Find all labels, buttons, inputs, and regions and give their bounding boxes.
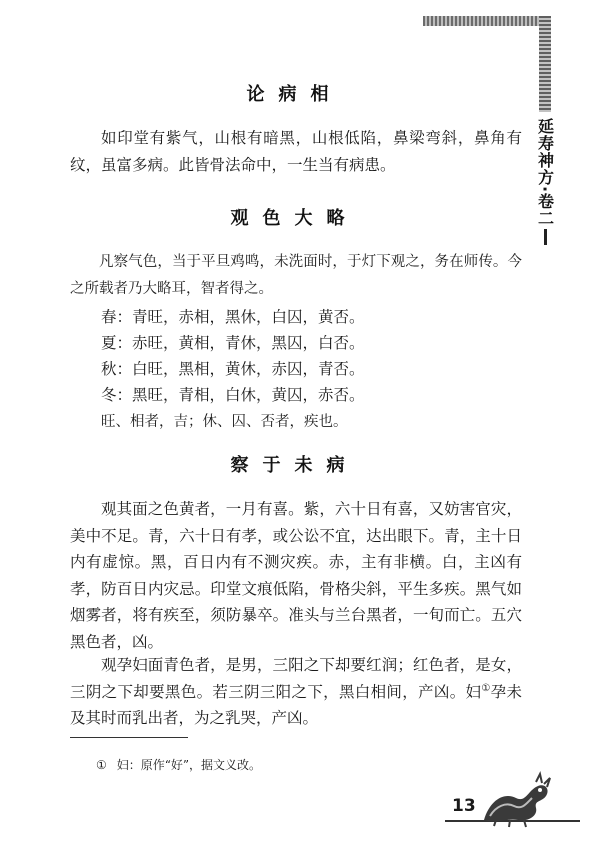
season-note: 旺、相者，吉；休、囚、否者，疾也。 [101,414,348,430]
footnote [96,756,261,773]
chapter-side-tab-mark [544,229,547,245]
chapter-side-tab-label: 延寿神方·卷二 [535,118,555,228]
decorative-top-border [423,16,551,26]
section3-paragraph1: 观其面之色黄者，一月有喜。紫，六十日有喜，又妨害官灾，美中不足。青，六十日有孝，或公讼不宜，达出眼下。青，主十日内有虚惊。黑，百日内有不测灾疾。赤，主有非横。白，主凶有孝，防百日内灾忌。印堂文痕低陷，骨格尖斜，平生多疾。黑气如烟雾者，将有疾至，须防暴卒。准头与兰台黑者，一旬而亡。五穴黑色者，凶。 [70,500,522,651]
page-number: 13 [452,796,476,816]
section-heading-disease-signs: 论病相 [246,84,343,105]
season-line-summer: 夏：赤旺，黄相，青休，黑囚，白否。 [101,334,365,352]
section2-intro: 凡察气色，当于平旦鸡鸣，未洗面时，于灯下观之，务在师传。今之所载者乃大略耳，智者得之。 [70,254,522,297]
section3-paragraph2-part1: 观孕妇面青色者，是男，三阳之下却要红润；红色者，是女，三阴之下却要黑色。若三阴三阳之下，黑白相间，产凶。妇 [70,656,522,701]
section1-paragraph: 如印堂有紫气，山根有暗黑，山根低陷，鼻梁弯斜，鼻角有纹，虽富多病。此皆骨法命中，一生当有病患。 [70,129,522,174]
section3-paragraph2 [70,652,522,732]
footnote-text: 妇：原作“好”，据文义改。 [116,758,262,772]
season-line-spring: 春：青旺，赤相，黑休，白囚，黄否。 [101,308,365,326]
footnote-reference[interactable]: ① [481,682,491,694]
chapter-side-tab [530,118,560,264]
season-line-autumn: 秋：白旺，黑相，黄休，赤囚，青否。 [101,360,365,378]
footnote-divider [70,737,188,738]
section-heading-color-overview: 观色大略 [230,208,359,229]
footnote-marker: ① [96,758,107,772]
section-heading-before-illness: 察于未病 [230,455,359,476]
section3-paragraph2-part2: 孕未及其时而乳出者，为之乳哭，产凶。 [70,682,522,727]
dragon-ornament-icon [476,770,554,828]
season-line-winter: 冬：黑旺，青相，白休，黄囚，赤否。 [101,386,365,404]
